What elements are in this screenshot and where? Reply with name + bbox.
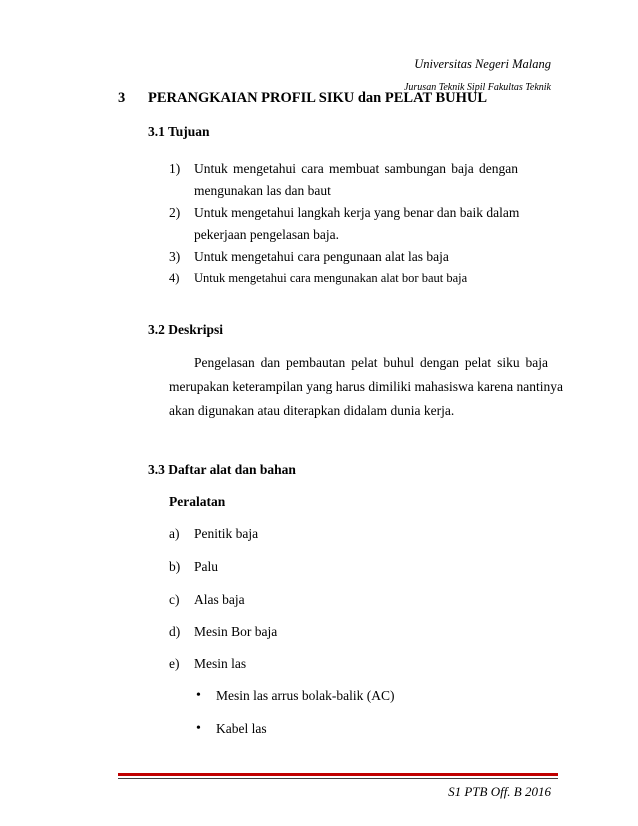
list-number: 1) bbox=[169, 161, 181, 176]
list-item-text: Untuk mengetahui langkah kerja yang benar dan baik dalam bbox=[194, 205, 520, 220]
header-university: Universitas Negeri Malang bbox=[414, 57, 551, 71]
list-item: Palu bbox=[194, 559, 219, 574]
paragraph-line: Pengelasan dan pembautan pelat buhul dengan pelat siku baja bbox=[194, 355, 548, 370]
list-number: 4) bbox=[169, 271, 180, 285]
list-number: 3) bbox=[169, 249, 181, 264]
footer-divider-primary bbox=[118, 773, 558, 776]
header-department: Jurusan Teknik Sipil Fakultas Teknik bbox=[403, 82, 551, 93]
list-item-text: Untuk mengetahui cara mengunakan alat bor baut baja bbox=[194, 271, 468, 285]
section-heading-deskripsi: 3.2 Deskripsi bbox=[148, 322, 224, 337]
list-letter: c) bbox=[169, 592, 180, 607]
chapter-number: 3 bbox=[118, 90, 126, 106]
list-number: 2) bbox=[169, 205, 181, 220]
chapter-title: PERANGKAIAN PROFIL SIKU dan PELAT BUHUL bbox=[148, 90, 488, 106]
list-item-text-continued: mengunakan las dan baut bbox=[194, 183, 331, 198]
list-item: Mesin las bbox=[194, 656, 247, 671]
list-item: Penitik baja bbox=[194, 526, 259, 541]
paragraph-line: akan digunakan atau diterapkan didalam dunia kerja. bbox=[169, 403, 455, 418]
list-item-text: Untuk mengetahui cara pengunaan alat las baja bbox=[194, 249, 449, 264]
bullet-item: Kabel las bbox=[216, 721, 267, 736]
footer-divider-secondary bbox=[118, 778, 558, 779]
list-letter: a) bbox=[169, 526, 180, 541]
list-item-text: Untuk mengetahui cara membuat sambungan baja dengan bbox=[194, 161, 518, 176]
section-heading-tujuan: 3.1 Tujuan bbox=[148, 124, 210, 139]
bullet-item: Mesin las arrus bolak-balik (AC) bbox=[216, 688, 395, 703]
bullet-icon: • bbox=[196, 721, 201, 736]
section-heading-daftar-alat: 3.3 Daftar alat dan bahan bbox=[148, 462, 296, 477]
list-letter: b) bbox=[169, 559, 181, 574]
bullet-icon: • bbox=[196, 688, 201, 703]
list-item-text-continued: pekerjaan pengelasan baja. bbox=[194, 227, 340, 242]
footer-text: S1 PTB Off. B 2016 bbox=[448, 784, 551, 799]
paragraph-line: merupakan keterampilan yang harus dimiliki mahasiswa karena nantinya bbox=[169, 379, 563, 394]
list-item: Alas baja bbox=[194, 592, 245, 607]
list-letter: d) bbox=[169, 624, 181, 639]
subheading-peralatan: Peralatan bbox=[169, 494, 226, 509]
list-letter: e) bbox=[169, 656, 180, 671]
list-item: Mesin Bor baja bbox=[194, 624, 278, 639]
